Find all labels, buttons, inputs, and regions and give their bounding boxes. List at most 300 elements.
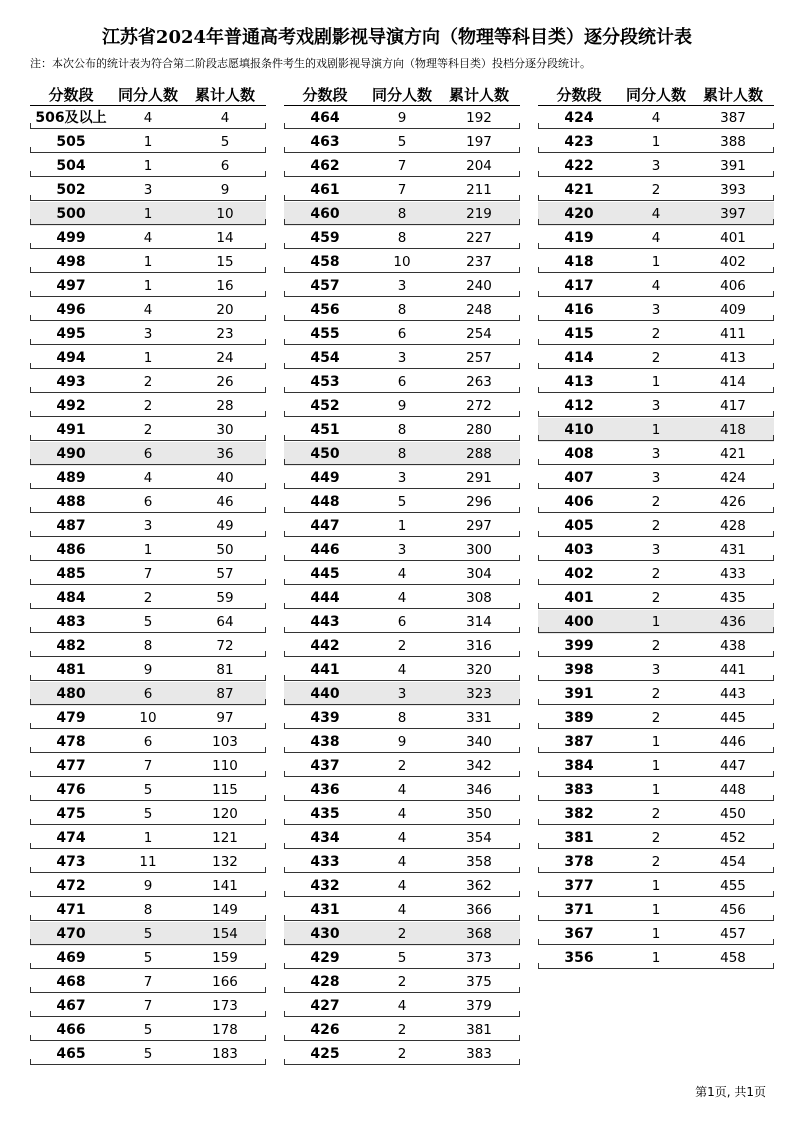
table-row xyxy=(284,1042,520,1066)
same-count-cell: 2 xyxy=(651,638,661,654)
score-cell: 447 xyxy=(310,518,340,534)
cumulative-cell: 373 xyxy=(466,950,492,966)
same-count-cell: 1 xyxy=(143,542,153,558)
score-cell: 493 xyxy=(56,374,86,390)
cumulative-cell: 204 xyxy=(466,158,492,174)
cumulative-cell: 50 xyxy=(216,542,234,558)
table-row xyxy=(284,994,520,1018)
score-cell: 426 xyxy=(310,1022,340,1038)
table-row xyxy=(538,826,774,850)
cumulative-cell: 14 xyxy=(216,230,234,246)
score-cell: 489 xyxy=(56,470,86,486)
same-count-cell: 1 xyxy=(143,134,153,150)
score-cell: 439 xyxy=(310,710,340,726)
table-row xyxy=(30,898,266,922)
same-count-cell: 1 xyxy=(651,734,661,750)
table-row xyxy=(30,250,266,274)
cumulative-cell: 401 xyxy=(720,230,746,246)
page-title: 江苏省2024年普通高考戏剧影视导演方向（物理等科目类）逐分段统计表 xyxy=(101,27,693,48)
same-count-cell: 4 xyxy=(397,854,407,870)
score-cell: 499 xyxy=(56,230,86,246)
table-row xyxy=(538,370,774,394)
same-count-cell: 2 xyxy=(651,710,661,726)
table-row xyxy=(284,922,520,946)
score-cell: 485 xyxy=(56,566,86,582)
score-cell: 476 xyxy=(56,782,86,798)
cumulative-cell: 443 xyxy=(720,686,746,702)
same-count-cell: 8 xyxy=(143,902,153,918)
same-count-cell: 3 xyxy=(143,518,153,534)
same-count-cell: 1 xyxy=(143,278,153,294)
cumulative-cell: 254 xyxy=(466,326,492,342)
score-cell: 416 xyxy=(564,302,594,318)
same-count-cell: 2 xyxy=(651,518,661,534)
same-count-cell: 7 xyxy=(143,758,153,774)
score-cell: 367 xyxy=(564,926,594,942)
cumulative-cell: 342 xyxy=(466,758,492,774)
same-count-cell: 4 xyxy=(397,902,407,918)
cumulative-cell: 211 xyxy=(466,182,492,198)
table-column-2 xyxy=(284,83,520,1066)
cumulative-cell: 9 xyxy=(220,182,230,198)
score-cell: 449 xyxy=(310,470,340,486)
table-row xyxy=(30,442,266,466)
table-row xyxy=(538,586,774,610)
cumulative-cell: 421 xyxy=(720,446,746,462)
cumulative-cell: 413 xyxy=(720,350,746,366)
same-count-cell: 5 xyxy=(143,926,153,942)
cumulative-cell: 391 xyxy=(720,158,746,174)
score-cell: 402 xyxy=(564,566,594,582)
table-row xyxy=(284,610,520,634)
table-row xyxy=(30,106,266,130)
score-cell: 435 xyxy=(310,806,340,822)
table-row xyxy=(30,730,266,754)
same-count-cell: 1 xyxy=(651,422,661,438)
table-row xyxy=(538,850,774,874)
cumulative-cell: 49 xyxy=(216,518,234,534)
same-count-cell: 4 xyxy=(651,206,661,222)
same-count-cell: 1 xyxy=(651,614,661,630)
score-cell: 486 xyxy=(56,542,86,558)
same-count-cell: 1 xyxy=(143,830,153,846)
score-cell: 502 xyxy=(56,182,86,198)
same-count-cell: 4 xyxy=(397,662,407,678)
score-cell: 462 xyxy=(310,158,340,174)
score-cell: 480 xyxy=(56,686,86,702)
table-row xyxy=(284,394,520,418)
table-row xyxy=(30,562,266,586)
cumulative-cell: 97 xyxy=(216,710,234,726)
same-count-cell: 2 xyxy=(143,422,153,438)
score-cell: 419 xyxy=(564,230,594,246)
score-cell: 481 xyxy=(56,662,86,678)
same-count-cell: 8 xyxy=(143,638,153,654)
score-cell: 468 xyxy=(56,974,86,990)
header-score: 分数段 xyxy=(48,85,94,104)
cumulative-cell: 30 xyxy=(216,422,234,438)
cumulative-cell: 381 xyxy=(466,1022,492,1038)
cumulative-cell: 454 xyxy=(720,854,746,870)
table-row xyxy=(30,874,266,898)
same-count-cell: 4 xyxy=(143,302,153,318)
table-row xyxy=(284,106,520,130)
same-count-cell: 1 xyxy=(397,518,407,534)
cumulative-cell: 441 xyxy=(720,662,746,678)
cumulative-cell: 72 xyxy=(216,638,234,654)
cumulative-cell: 457 xyxy=(720,926,746,942)
same-count-cell: 2 xyxy=(651,806,661,822)
score-cell: 438 xyxy=(310,734,340,750)
header-same-count: 同分人数 xyxy=(117,85,178,104)
score-cell: 474 xyxy=(56,830,86,846)
same-count-cell: 3 xyxy=(651,302,661,318)
score-cell: 410 xyxy=(564,422,594,438)
score-cell: 459 xyxy=(310,230,340,246)
cumulative-cell: 424 xyxy=(720,470,746,486)
score-cell: 422 xyxy=(564,158,594,174)
cumulative-cell: 316 xyxy=(466,638,492,654)
table-rows xyxy=(284,106,520,1066)
table-row xyxy=(284,634,520,658)
same-count-cell: 2 xyxy=(651,350,661,366)
same-count-cell: 1 xyxy=(651,926,661,942)
cumulative-cell: 291 xyxy=(466,470,492,486)
same-count-cell: 1 xyxy=(651,902,661,918)
score-cell: 383 xyxy=(564,782,594,798)
same-count-cell: 2 xyxy=(651,182,661,198)
table-row xyxy=(30,946,266,970)
table-row xyxy=(284,826,520,850)
same-count-cell: 9 xyxy=(397,734,407,750)
cumulative-cell: 346 xyxy=(466,782,492,798)
cumulative-cell: 366 xyxy=(466,902,492,918)
score-cell: 405 xyxy=(564,518,594,534)
table-row xyxy=(538,154,774,178)
table-row xyxy=(284,250,520,274)
same-count-cell: 4 xyxy=(397,782,407,798)
table-row xyxy=(30,994,266,1018)
score-cell: 469 xyxy=(56,950,86,966)
cumulative-cell: 446 xyxy=(720,734,746,750)
cumulative-cell: 350 xyxy=(466,806,492,822)
same-count-cell: 3 xyxy=(397,686,407,702)
cumulative-cell: 59 xyxy=(216,590,234,606)
cumulative-cell: 297 xyxy=(466,518,492,534)
same-count-cell: 4 xyxy=(397,878,407,894)
score-cell: 452 xyxy=(310,398,340,414)
same-count-cell: 6 xyxy=(143,686,153,702)
cumulative-cell: 417 xyxy=(720,398,746,414)
table-row xyxy=(538,802,774,826)
same-count-cell: 5 xyxy=(397,950,407,966)
score-cell: 463 xyxy=(310,134,340,150)
table-row xyxy=(30,922,266,946)
same-count-cell: 11 xyxy=(139,854,157,870)
same-count-cell: 3 xyxy=(397,350,407,366)
cumulative-cell: 300 xyxy=(466,542,492,558)
table-row xyxy=(538,706,774,730)
score-cell: 487 xyxy=(56,518,86,534)
score-cell: 497 xyxy=(56,278,86,294)
table-row xyxy=(538,106,774,130)
same-count-cell: 3 xyxy=(651,158,661,174)
table-note: 注：本次公布的统计表为符合第二阶段志愿填报条件考生的戏剧影视导演方向（物理等科目类）投档分逐分段统计。 xyxy=(30,57,591,70)
score-cell: 412 xyxy=(564,398,594,414)
table-row xyxy=(284,514,520,538)
same-count-cell: 2 xyxy=(143,590,153,606)
cumulative-cell: 272 xyxy=(466,398,492,414)
same-count-cell: 4 xyxy=(143,110,153,126)
cumulative-cell: 120 xyxy=(212,806,238,822)
score-cell: 384 xyxy=(564,758,594,774)
table-row xyxy=(538,634,774,658)
table-row xyxy=(538,874,774,898)
table-row xyxy=(30,322,266,346)
table-row xyxy=(284,706,520,730)
table-row xyxy=(284,538,520,562)
table-row xyxy=(538,202,774,226)
score-cell: 479 xyxy=(56,710,86,726)
score-cell: 458 xyxy=(310,254,340,270)
same-count-cell: 8 xyxy=(397,206,407,222)
same-count-cell: 9 xyxy=(397,398,407,414)
cumulative-cell: 426 xyxy=(720,494,746,510)
cumulative-cell: 178 xyxy=(212,1022,238,1038)
table-row xyxy=(538,178,774,202)
same-count-cell: 4 xyxy=(143,230,153,246)
cumulative-cell: 36 xyxy=(216,446,234,462)
table-row xyxy=(30,418,266,442)
table-row xyxy=(284,202,520,226)
table-row xyxy=(30,682,266,706)
cumulative-cell: 257 xyxy=(466,350,492,366)
table-row xyxy=(30,466,266,490)
score-cell: 451 xyxy=(310,422,340,438)
table-row xyxy=(30,202,266,226)
table-row xyxy=(30,490,266,514)
same-count-cell: 10 xyxy=(139,710,157,726)
score-cell: 467 xyxy=(56,998,86,1014)
same-count-cell: 1 xyxy=(651,878,661,894)
score-cell: 491 xyxy=(56,422,86,438)
cumulative-cell: 340 xyxy=(466,734,492,750)
cumulative-cell: 438 xyxy=(720,638,746,654)
table-row xyxy=(284,682,520,706)
same-count-cell: 2 xyxy=(651,830,661,846)
table-row xyxy=(284,562,520,586)
same-count-cell: 1 xyxy=(651,950,661,966)
same-count-cell: 1 xyxy=(143,158,153,174)
score-cell: 484 xyxy=(56,590,86,606)
score-cell: 506及以上 xyxy=(35,110,107,126)
table-row xyxy=(284,850,520,874)
cumulative-cell: 397 xyxy=(720,206,746,222)
same-count-cell: 3 xyxy=(651,398,661,414)
table-row xyxy=(30,130,266,154)
score-cell: 492 xyxy=(56,398,86,414)
cumulative-cell: 46 xyxy=(216,494,234,510)
score-cell: 387 xyxy=(564,734,594,750)
same-count-cell: 10 xyxy=(393,254,411,270)
score-cell: 505 xyxy=(56,134,86,150)
score-cell: 428 xyxy=(310,974,340,990)
cumulative-cell: 4 xyxy=(220,110,230,126)
score-cell: 455 xyxy=(310,326,340,342)
score-cell: 417 xyxy=(564,278,594,294)
score-cell: 436 xyxy=(310,782,340,798)
cumulative-cell: 16 xyxy=(216,278,234,294)
table-row xyxy=(538,730,774,754)
same-count-cell: 7 xyxy=(143,566,153,582)
same-count-cell: 6 xyxy=(143,494,153,510)
score-cell: 482 xyxy=(56,638,86,654)
table-row xyxy=(538,658,774,682)
cumulative-cell: 173 xyxy=(212,998,238,1014)
score-cell: 421 xyxy=(564,182,594,198)
cumulative-cell: 362 xyxy=(466,878,492,894)
same-count-cell: 5 xyxy=(143,614,153,630)
score-cell: 413 xyxy=(564,374,594,390)
cumulative-cell: 141 xyxy=(212,878,238,894)
score-cell: 399 xyxy=(564,638,594,654)
score-cell: 371 xyxy=(564,902,594,918)
same-count-cell: 1 xyxy=(651,782,661,798)
same-count-cell: 2 xyxy=(397,926,407,942)
score-cell: 391 xyxy=(564,686,594,702)
same-count-cell: 2 xyxy=(143,374,153,390)
cumulative-cell: 121 xyxy=(212,830,238,846)
same-count-cell: 2 xyxy=(651,566,661,582)
same-count-cell: 5 xyxy=(397,134,407,150)
table-row xyxy=(30,226,266,250)
score-cell: 478 xyxy=(56,734,86,750)
same-count-cell: 9 xyxy=(397,110,407,126)
same-count-cell: 2 xyxy=(651,854,661,870)
score-cell: 377 xyxy=(564,878,594,894)
table-row xyxy=(538,274,774,298)
score-cell: 472 xyxy=(56,878,86,894)
table-column-3 xyxy=(538,83,774,970)
same-count-cell: 6 xyxy=(143,734,153,750)
cumulative-cell: 26 xyxy=(216,374,234,390)
same-count-cell: 3 xyxy=(397,470,407,486)
same-count-cell: 3 xyxy=(397,278,407,294)
score-cell: 464 xyxy=(310,110,340,126)
same-count-cell: 3 xyxy=(143,326,153,342)
table-row xyxy=(30,1042,266,1066)
cumulative-cell: 320 xyxy=(466,662,492,678)
table-row xyxy=(30,370,266,394)
cumulative-cell: 379 xyxy=(466,998,492,1014)
table-row xyxy=(284,1018,520,1042)
table-row xyxy=(30,634,266,658)
score-cell: 389 xyxy=(564,710,594,726)
table-row xyxy=(30,178,266,202)
score-cell: 445 xyxy=(310,566,340,582)
cumulative-cell: 248 xyxy=(466,302,492,318)
score-cell: 400 xyxy=(564,614,594,630)
cumulative-cell: 219 xyxy=(466,206,492,222)
table-row xyxy=(284,730,520,754)
table-row xyxy=(30,826,266,850)
cumulative-cell: 358 xyxy=(466,854,492,870)
score-cell: 420 xyxy=(564,206,594,222)
same-count-cell: 3 xyxy=(651,662,661,678)
table-row xyxy=(538,298,774,322)
score-cell: 406 xyxy=(564,494,594,510)
cumulative-cell: 57 xyxy=(216,566,234,582)
score-cell: 408 xyxy=(564,446,594,462)
cumulative-cell: 409 xyxy=(720,302,746,318)
same-count-cell: 7 xyxy=(397,158,407,174)
cumulative-cell: 428 xyxy=(720,518,746,534)
table-row xyxy=(284,658,520,682)
score-cell: 443 xyxy=(310,614,340,630)
same-count-cell: 6 xyxy=(397,374,407,390)
score-cell: 401 xyxy=(564,590,594,606)
cumulative-cell: 28 xyxy=(216,398,234,414)
table-row xyxy=(30,1018,266,1042)
table-row xyxy=(30,394,266,418)
header-score: 分数段 xyxy=(302,85,348,104)
table-row xyxy=(284,970,520,994)
score-cell: 434 xyxy=(310,830,340,846)
score-cell: 433 xyxy=(310,854,340,870)
score-cell: 483 xyxy=(56,614,86,630)
cumulative-cell: 23 xyxy=(216,326,234,342)
score-cell: 490 xyxy=(56,446,86,462)
same-count-cell: 3 xyxy=(651,470,661,486)
score-cell: 415 xyxy=(564,326,594,342)
same-count-cell: 8 xyxy=(397,710,407,726)
cumulative-cell: 6 xyxy=(220,158,230,174)
table-row xyxy=(284,754,520,778)
table-row xyxy=(538,514,774,538)
same-count-cell: 2 xyxy=(397,1022,407,1038)
table-row xyxy=(284,490,520,514)
score-cell: 356 xyxy=(564,950,594,966)
table-row xyxy=(284,586,520,610)
score-cell: 496 xyxy=(56,302,86,318)
same-count-cell: 1 xyxy=(651,254,661,270)
same-count-cell: 8 xyxy=(397,230,407,246)
score-cell: 465 xyxy=(56,1046,86,1062)
same-count-cell: 5 xyxy=(143,806,153,822)
table-row xyxy=(284,130,520,154)
table-header xyxy=(284,83,520,105)
same-count-cell: 3 xyxy=(651,542,661,558)
score-cell: 381 xyxy=(564,830,594,846)
cumulative-cell: 5 xyxy=(220,134,230,150)
same-count-cell: 2 xyxy=(397,1046,407,1062)
same-count-cell: 4 xyxy=(397,806,407,822)
same-count-cell: 1 xyxy=(143,254,153,270)
score-cell: 498 xyxy=(56,254,86,270)
same-count-cell: 6 xyxy=(397,326,407,342)
table-row xyxy=(30,658,266,682)
table-row xyxy=(30,802,266,826)
cumulative-cell: 263 xyxy=(466,374,492,390)
table-row xyxy=(284,418,520,442)
table-row xyxy=(284,442,520,466)
same-count-cell: 5 xyxy=(397,494,407,510)
cumulative-cell: 24 xyxy=(216,350,234,366)
same-count-cell: 3 xyxy=(397,542,407,558)
score-cell: 446 xyxy=(310,542,340,558)
table-row xyxy=(538,322,774,346)
table-row xyxy=(284,322,520,346)
